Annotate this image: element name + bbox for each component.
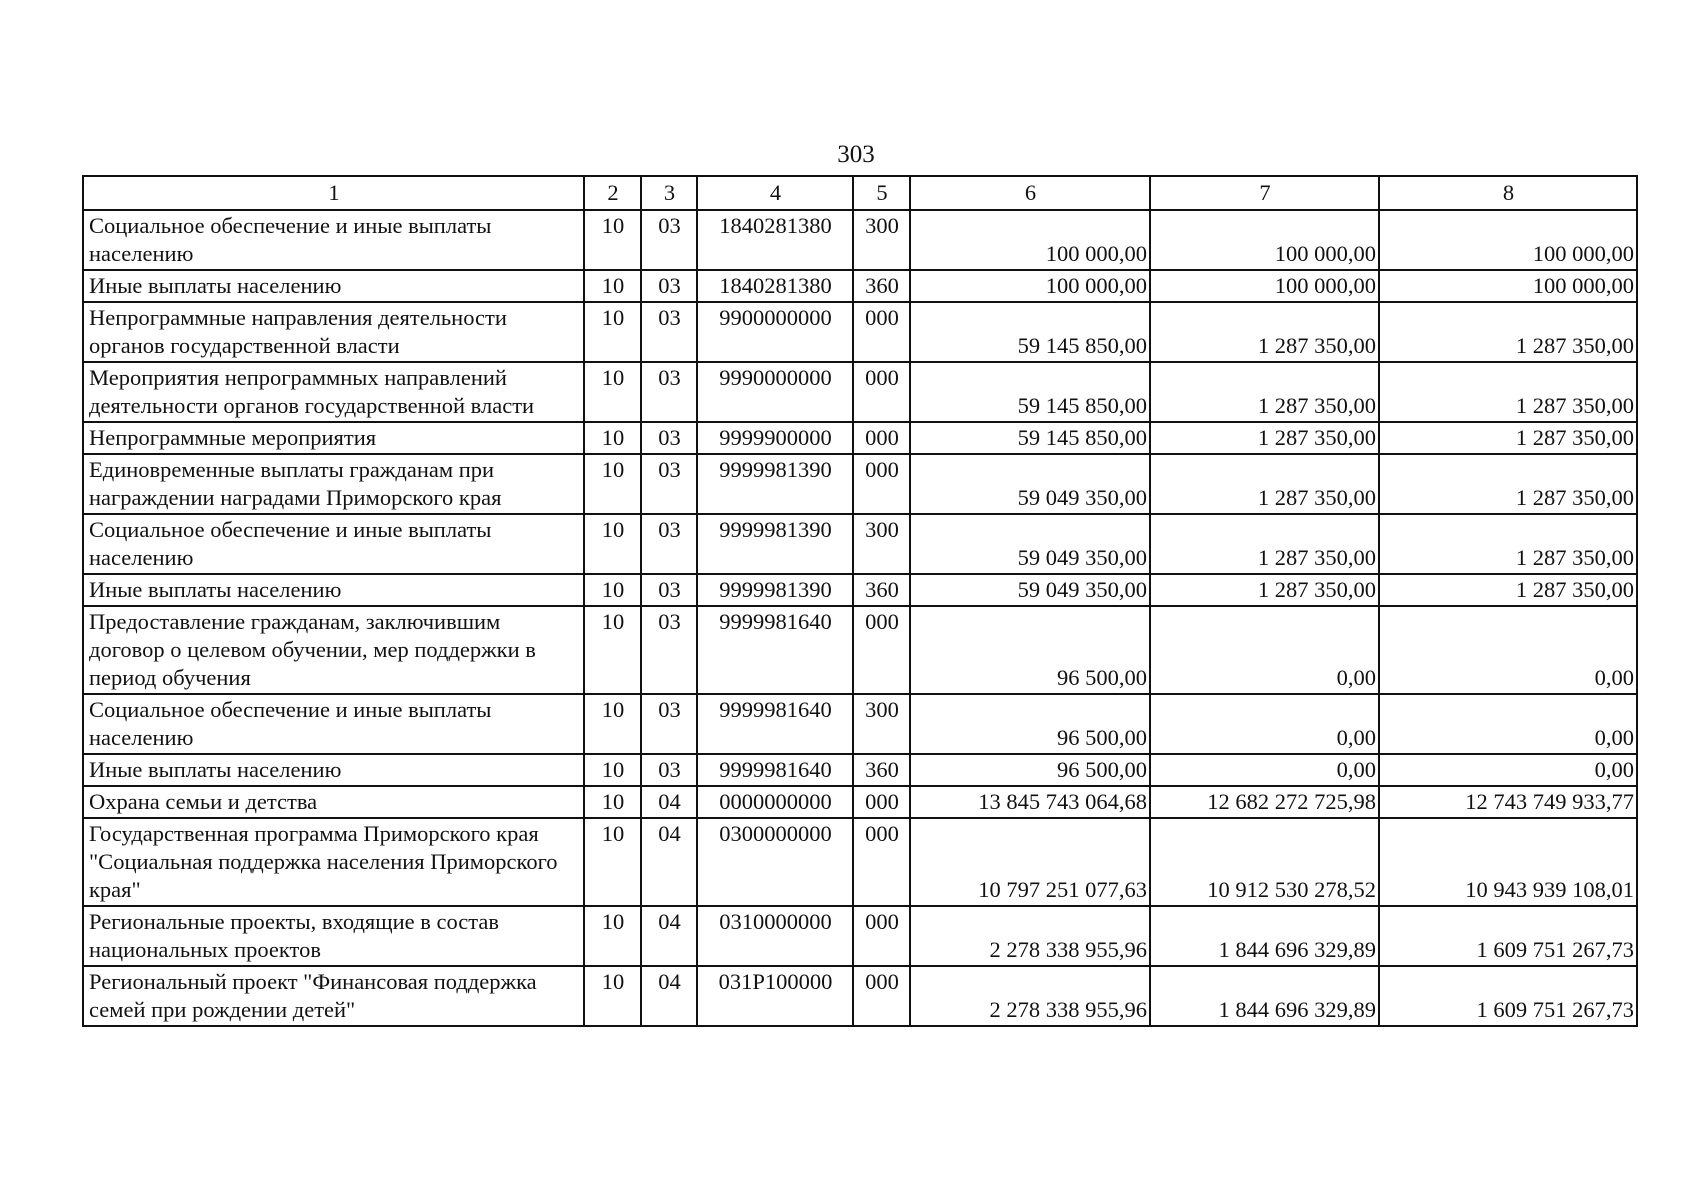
amount-col6: 59 049 350,00 [910, 454, 1150, 514]
section-code: 10 [584, 270, 641, 302]
amount-col6: 59 049 350,00 [910, 514, 1150, 574]
target-article-code: 9999981640 [697, 606, 853, 694]
expense-type-code: 360 [853, 754, 910, 786]
amount-col8: 1 287 350,00 [1379, 514, 1637, 574]
table-row [83, 966, 1637, 1026]
subsection-code: 04 [641, 818, 697, 906]
amount-col6: 10 797 251 077,63 [910, 818, 1150, 906]
section-code: 10 [584, 966, 641, 1026]
section-code: 10 [584, 786, 641, 818]
amount-col6: 100 000,00 [910, 270, 1150, 302]
amount-col8: 0,00 [1379, 606, 1637, 694]
amount-col6: 59 049 350,00 [910, 574, 1150, 606]
subsection-code: 03 [641, 210, 697, 270]
col-header: 6 [910, 176, 1150, 210]
subsection-code: 03 [641, 422, 697, 454]
expense-type-code: 360 [853, 270, 910, 302]
expense-type-code: 000 [853, 786, 910, 818]
table-row [83, 302, 1637, 362]
table-row [83, 362, 1637, 422]
target-article-code: 9990000000 [697, 362, 853, 422]
section-code: 10 [584, 818, 641, 906]
col-header: 1 [83, 176, 584, 210]
subsection-code: 03 [641, 270, 697, 302]
target-article-code: 1840281380 [697, 270, 853, 302]
amount-col6: 96 500,00 [910, 606, 1150, 694]
amount-col6: 96 500,00 [910, 754, 1150, 786]
expense-type-code: 000 [853, 302, 910, 362]
section-code: 10 [584, 754, 641, 786]
amount-col7: 1 844 696 329,89 [1150, 966, 1379, 1026]
target-article-code: 1840281380 [697, 210, 853, 270]
target-article-code: 9999981390 [697, 574, 853, 606]
target-article-code: 9999900000 [697, 422, 853, 454]
table-body [83, 210, 1637, 1026]
row-name: Социальное обеспечение и иные выплаты населению [83, 694, 584, 754]
row-name: Региональные проекты, входящие в состав национальных проектов [83, 906, 584, 966]
subsection-code: 03 [641, 362, 697, 422]
amount-col8: 0,00 [1379, 754, 1637, 786]
table-row [83, 606, 1637, 694]
table-row [83, 754, 1637, 786]
amount-col6: 96 500,00 [910, 694, 1150, 754]
expense-type-code: 360 [853, 574, 910, 606]
amount-col8: 12 743 749 933,77 [1379, 786, 1637, 818]
expense-type-code: 000 [853, 818, 910, 906]
amount-col7: 1 287 350,00 [1150, 422, 1379, 454]
section-code: 10 [584, 362, 641, 422]
col-header: 3 [641, 176, 697, 210]
subsection-code: 04 [641, 906, 697, 966]
subsection-code: 03 [641, 574, 697, 606]
amount-col7: 1 287 350,00 [1150, 574, 1379, 606]
target-article-code: 9999981640 [697, 694, 853, 754]
amount-col8: 1 287 350,00 [1379, 362, 1637, 422]
target-article-code: 0310000000 [697, 906, 853, 966]
expense-type-code: 000 [853, 454, 910, 514]
subsection-code: 03 [641, 514, 697, 574]
row-name: Мероприятия непрограммных направлений деятельности органов государственной власти [83, 362, 584, 422]
table-row [83, 514, 1637, 574]
section-code: 10 [584, 514, 641, 574]
amount-col8: 100 000,00 [1379, 210, 1637, 270]
target-article-code: 031P100000 [697, 966, 853, 1026]
amount-col8: 100 000,00 [1379, 270, 1637, 302]
section-code: 10 [584, 422, 641, 454]
amount-col8: 1 287 350,00 [1379, 454, 1637, 514]
target-article-code: 9999981640 [697, 754, 853, 786]
subsection-code: 04 [641, 966, 697, 1026]
amount-col7: 100 000,00 [1150, 270, 1379, 302]
table-row [83, 422, 1637, 454]
amount-col8: 1 609 751 267,73 [1379, 906, 1637, 966]
expense-type-code: 000 [853, 362, 910, 422]
amount-col7: 12 682 272 725,98 [1150, 786, 1379, 818]
subsection-code: 03 [641, 606, 697, 694]
amount-col8: 1 287 350,00 [1379, 422, 1637, 454]
row-name: Региональный проект "Финансовая поддержка семей при рождении детей" [83, 966, 584, 1026]
subsection-code: 03 [641, 754, 697, 786]
section-code: 10 [584, 574, 641, 606]
row-name: Непрограммные направления деятельности органов государственной власти [83, 302, 584, 362]
col-header: 5 [853, 176, 910, 210]
amount-col8: 1 609 751 267,73 [1379, 966, 1637, 1026]
section-code: 10 [584, 302, 641, 362]
expense-type-code: 000 [853, 606, 910, 694]
col-header: 7 [1150, 176, 1379, 210]
amount-col8: 10 943 939 108,01 [1379, 818, 1637, 906]
header-row [83, 176, 1637, 210]
target-article-code: 0000000000 [697, 786, 853, 818]
amount-col6: 59 145 850,00 [910, 302, 1150, 362]
col-header: 2 [584, 176, 641, 210]
amount-col7: 1 287 350,00 [1150, 454, 1379, 514]
amount-col7: 100 000,00 [1150, 210, 1379, 270]
expense-type-code: 300 [853, 514, 910, 574]
col-header: 8 [1379, 176, 1637, 210]
table-row [83, 786, 1637, 818]
table-row [83, 694, 1637, 754]
amount-col7: 1 844 696 329,89 [1150, 906, 1379, 966]
section-code: 10 [584, 210, 641, 270]
amount-col6: 2 278 338 955,96 [910, 906, 1150, 966]
target-article-code: 0300000000 [697, 818, 853, 906]
row-name: Иные выплаты населению [83, 574, 584, 606]
amount-col6: 2 278 338 955,96 [910, 966, 1150, 1026]
amount-col6: 13 845 743 064,68 [910, 786, 1150, 818]
section-code: 10 [584, 694, 641, 754]
expense-type-code: 000 [853, 906, 910, 966]
row-name: Предоставление гражданам, заключившим договор о целевом обучении, мер поддержки в период обучения [83, 606, 584, 694]
subsection-code: 04 [641, 786, 697, 818]
table-row [83, 270, 1637, 302]
subsection-code: 03 [641, 454, 697, 514]
section-code: 10 [584, 454, 641, 514]
amount-col6: 59 145 850,00 [910, 422, 1150, 454]
amount-col7: 0,00 [1150, 606, 1379, 694]
row-name: Единовременные выплаты гражданам при награждении наградами Приморского края [83, 454, 584, 514]
expense-type-code: 300 [853, 210, 910, 270]
col-header: 4 [697, 176, 853, 210]
amount-col7: 1 287 350,00 [1150, 302, 1379, 362]
amount-col7: 1 287 350,00 [1150, 362, 1379, 422]
expense-type-code: 300 [853, 694, 910, 754]
amount-col7: 0,00 [1150, 694, 1379, 754]
subsection-code: 03 [641, 694, 697, 754]
expense-type-code: 000 [853, 422, 910, 454]
amount-col8: 0,00 [1379, 694, 1637, 754]
row-name: Государственная программа Приморского края "Социальная поддержка населения Приморского края" [83, 818, 584, 906]
table-row [83, 210, 1637, 270]
table-row [83, 906, 1637, 966]
page-number [0, 140, 1698, 170]
target-article-code: 9900000000 [697, 302, 853, 362]
row-name: Иные выплаты населению [83, 270, 584, 302]
target-article-code: 9999981390 [697, 514, 853, 574]
amount-col7: 1 287 350,00 [1150, 514, 1379, 574]
amount-col6: 100 000,00 [910, 210, 1150, 270]
row-name: Иные выплаты населению [83, 754, 584, 786]
row-name: Охрана семьи и детства [83, 786, 584, 818]
budget-table [82, 175, 1638, 1027]
section-code: 10 [584, 606, 641, 694]
row-name: Социальное обеспечение и иные выплаты населению [83, 210, 584, 270]
amount-col7: 0,00 [1150, 754, 1379, 786]
amount-col8: 1 287 350,00 [1379, 302, 1637, 362]
expense-type-code: 000 [853, 966, 910, 1026]
table-row [83, 454, 1637, 514]
target-article-code: 9999981390 [697, 454, 853, 514]
row-name: Непрограммные мероприятия [83, 422, 584, 454]
row-name: Социальное обеспечение и иные выплаты населению [83, 514, 584, 574]
table-row [83, 574, 1637, 606]
table-row [83, 818, 1637, 906]
section-code: 10 [584, 906, 641, 966]
subsection-code: 03 [641, 302, 697, 362]
amount-col6: 59 145 850,00 [910, 362, 1150, 422]
amount-col7: 10 912 530 278,52 [1150, 818, 1379, 906]
amount-col8: 1 287 350,00 [1379, 574, 1637, 606]
page-number-text: 303 [837, 141, 875, 168]
